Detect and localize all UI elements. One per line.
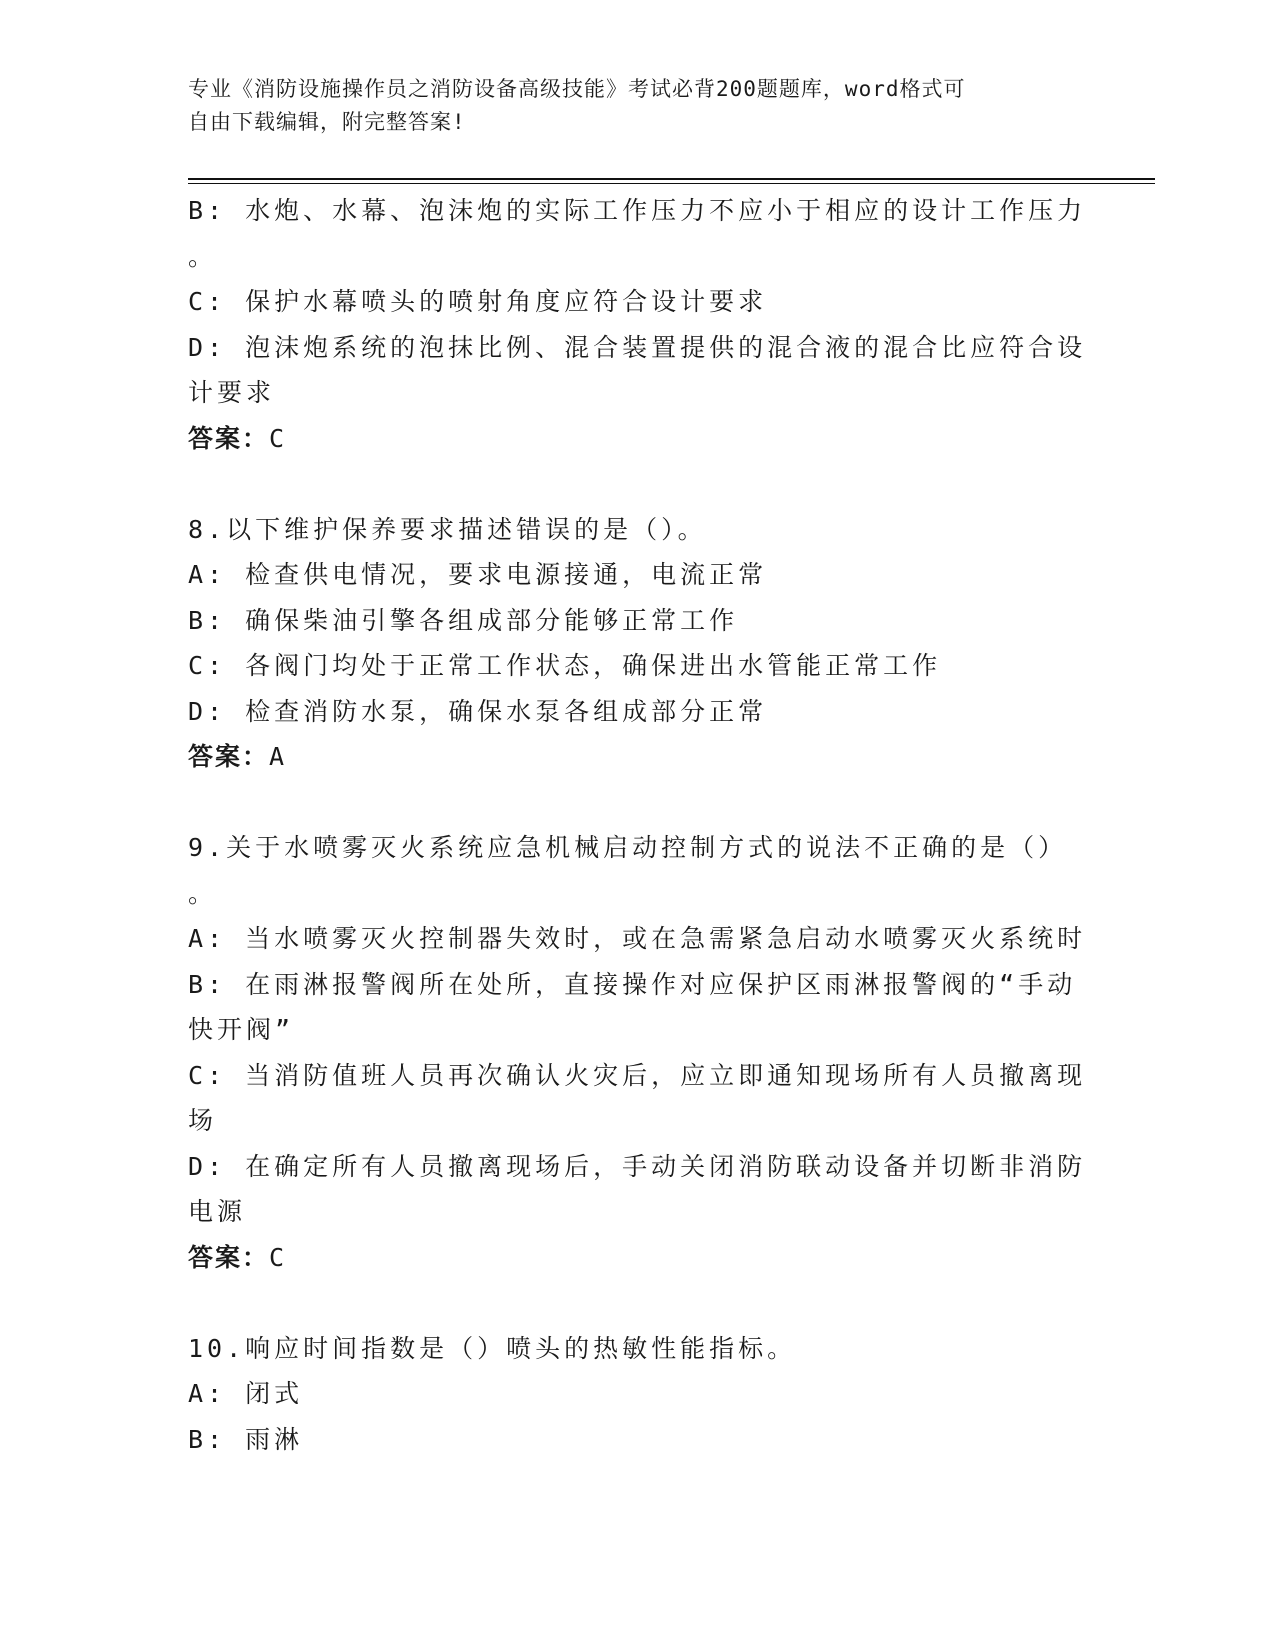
question-stem: 10.响应时间指数是（）喷头的热敏性能指标。: [188, 1333, 797, 1363]
option-d-line-2: 计要求: [188, 378, 276, 407]
answer-value: A: [269, 742, 287, 771]
option-b: B: 雨淋: [188, 1424, 304, 1454]
option-a: A: 闭式: [188, 1379, 304, 1408]
spacer: [188, 1280, 1078, 1326]
question-list: [188, 188, 1087, 1462]
option-c-line-1: C: 当消防值班人员再次确认火灾后，应立即通知现场所有人员撤离现: [188, 1060, 1087, 1090]
question-9: [188, 825, 1087, 1280]
option-b-line-2: 快开阀”: [188, 1015, 295, 1044]
question-8: [188, 507, 1078, 780]
header-title-line-1: 专业《消防设施操作员之消防设备高级技能》考试必背200题题库，word格式可: [188, 77, 966, 101]
option-b: B: 确保柴油引擎各组成部分能够正常工作: [188, 605, 739, 635]
option-a: A: 当水喷雾灭火控制器失效时，或在急需紧急启动水喷雾灭火系统时: [188, 924, 1087, 953]
answer: [188, 1235, 1078, 1281]
header-divider-thick: [188, 178, 1155, 180]
question-stem: 8.以下维护保养要求描述错误的是（）。: [188, 514, 707, 544]
option-b-line-1: B: 在雨淋报警阀所在处所，直接操作对应保护区雨淋报警阀的“手动: [188, 969, 1077, 999]
answer-value: C: [269, 423, 287, 453]
header-title-line-2: 自由下载编辑，附完整答案!: [188, 110, 466, 134]
answer: [188, 734, 1078, 780]
option-c: C: 保护水幕喷头的喷射角度应符合设计要求: [188, 287, 768, 316]
answer-label: 答案：: [188, 423, 270, 453]
option-d: D: 检查消防水泵，确保水泵各组成部分正常: [188, 696, 768, 726]
question-stem-line-2: 。: [188, 878, 218, 908]
option-b-line-1: B: 水炮、水幕、泡沫炮的实际工作压力不应小于相应的设计工作压力: [188, 196, 1087, 225]
spacer: [188, 461, 1078, 507]
question-10: [188, 1326, 1078, 1463]
header-divider-thin: [188, 183, 1155, 184]
option-d-line-1: D: 在确定所有人员撤离现场后，手动关闭消防联动设备并切断非消防: [188, 1151, 1087, 1181]
option-b-line-2: 。: [188, 241, 218, 271]
option-c: C: 各阀门均处于正常工作状态，确保进出水管能正常工作: [188, 651, 942, 680]
option-d-line-2: 电源: [188, 1197, 247, 1226]
answer-label: 答案：: [188, 1242, 270, 1272]
question-7-tail: [188, 188, 1087, 461]
question-stem-line-1: 9.关于水喷雾灭火系统应急机械启动控制方式的说法不正确的是（）: [188, 833, 1068, 862]
spacer: [188, 780, 1078, 826]
document-header: [188, 73, 1088, 139]
option-c-line-2: 场: [188, 1106, 218, 1135]
answer-label: 答案：: [188, 742, 270, 771]
option-d-line-1: D: 泡沫炮系统的泡抹比例、混合装置提供的混合液的混合比应符合设: [188, 332, 1087, 362]
answer: [188, 416, 1078, 462]
answer-value: C: [269, 1242, 287, 1272]
option-a: A: 检查供电情况，要求电源接通，电流正常: [188, 560, 768, 589]
